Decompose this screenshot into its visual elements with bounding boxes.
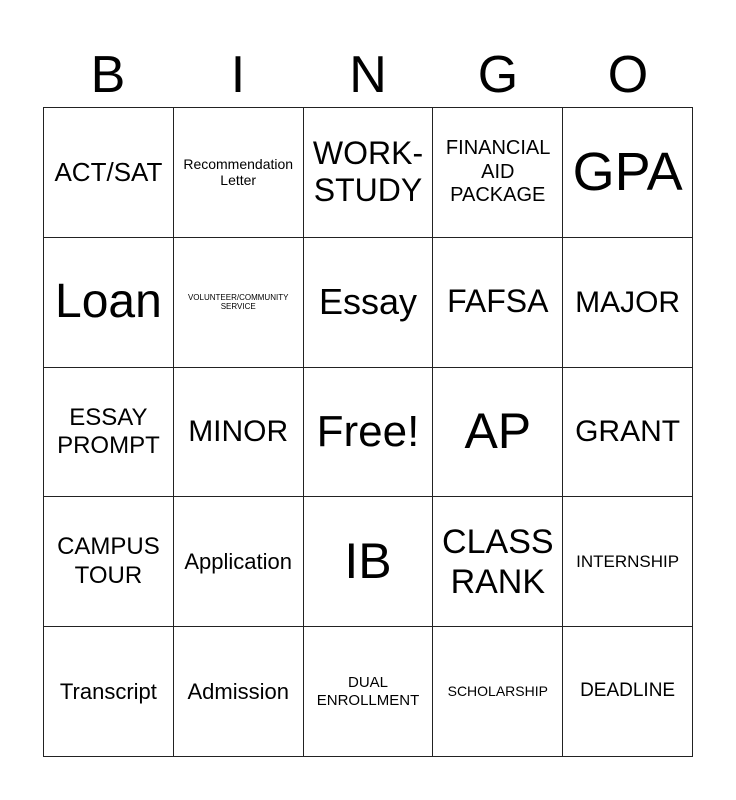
cell-text: AP [464, 403, 532, 460]
bingo-board [43, 107, 693, 757]
bingo-cell[interactable] [304, 108, 434, 238]
cell-text: CAMPUS TOUR [57, 533, 160, 589]
header-letter-i: I [230, 46, 246, 104]
cell-text: IB [344, 533, 392, 590]
bingo-cell[interactable] [433, 368, 563, 498]
bingo-cell[interactable] [44, 497, 174, 627]
cell-text: Essay [318, 280, 418, 322]
cell-text: Transcript [59, 678, 157, 704]
header-letter-n: N [349, 46, 387, 104]
cell-text: SCHOLARSHIP [447, 683, 548, 700]
bingo-cell[interactable] [304, 238, 434, 368]
bingo-cell[interactable] [174, 497, 304, 627]
bingo-cell[interactable] [44, 108, 174, 238]
cell-text: FINANCIAL AID PACKAGE [445, 137, 551, 207]
bingo-cell[interactable] [433, 108, 563, 238]
cell-text: INTERNSHIP [576, 551, 680, 571]
bingo-cell[interactable] [563, 368, 693, 498]
header-letter-o: O [607, 46, 649, 104]
bingo-cell[interactable] [433, 627, 563, 757]
bingo-cell[interactable] [563, 497, 693, 627]
bingo-cell[interactable] [44, 238, 174, 368]
bingo-cell[interactable] [563, 108, 693, 238]
bingo-cell[interactable] [304, 497, 434, 627]
bingo-cell[interactable] [563, 238, 693, 368]
header-letter-b: B [90, 46, 126, 104]
bingo-cell[interactable] [433, 238, 563, 368]
cell-text: DUAL ENROLLMENT [316, 673, 420, 709]
cell-text: WORK-STUDY [312, 134, 424, 209]
cell-text: ACT/SAT [54, 157, 163, 188]
cell-text: Recommendation Letter [183, 155, 294, 189]
bingo-cell[interactable] [174, 627, 304, 757]
cell-text: VOLUNTEER/COMMUNITY SERVICE [187, 292, 289, 312]
bingo-cell[interactable] [174, 368, 304, 498]
bingo-cell[interactable] [174, 108, 304, 238]
cell-text: Free! [316, 407, 420, 457]
header-letter-g: G [477, 46, 519, 104]
cell-text: GPA [572, 141, 683, 202]
bingo-header [43, 42, 693, 108]
cell-text: ESSAY PROMPT [57, 403, 160, 459]
bingo-cell[interactable] [44, 368, 174, 498]
bingo-cell[interactable] [563, 627, 693, 757]
cell-text: FAFSA [447, 283, 549, 320]
bingo-cell[interactable] [304, 627, 434, 757]
bingo-cell[interactable] [44, 627, 174, 757]
cell-text: Admission [187, 678, 289, 704]
cell-text: CLASS RANK [442, 522, 554, 601]
cell-text: Loan [55, 274, 162, 328]
cell-text: MAJOR [575, 285, 681, 319]
cell-text: DEADLINE [580, 680, 676, 702]
bingo-cell[interactable] [433, 497, 563, 627]
cell-text: Application [184, 548, 293, 574]
bingo-cell[interactable] [304, 368, 434, 498]
bingo-cell[interactable] [174, 238, 304, 368]
cell-text: MINOR [188, 415, 289, 449]
cell-text: GRANT [575, 415, 681, 449]
